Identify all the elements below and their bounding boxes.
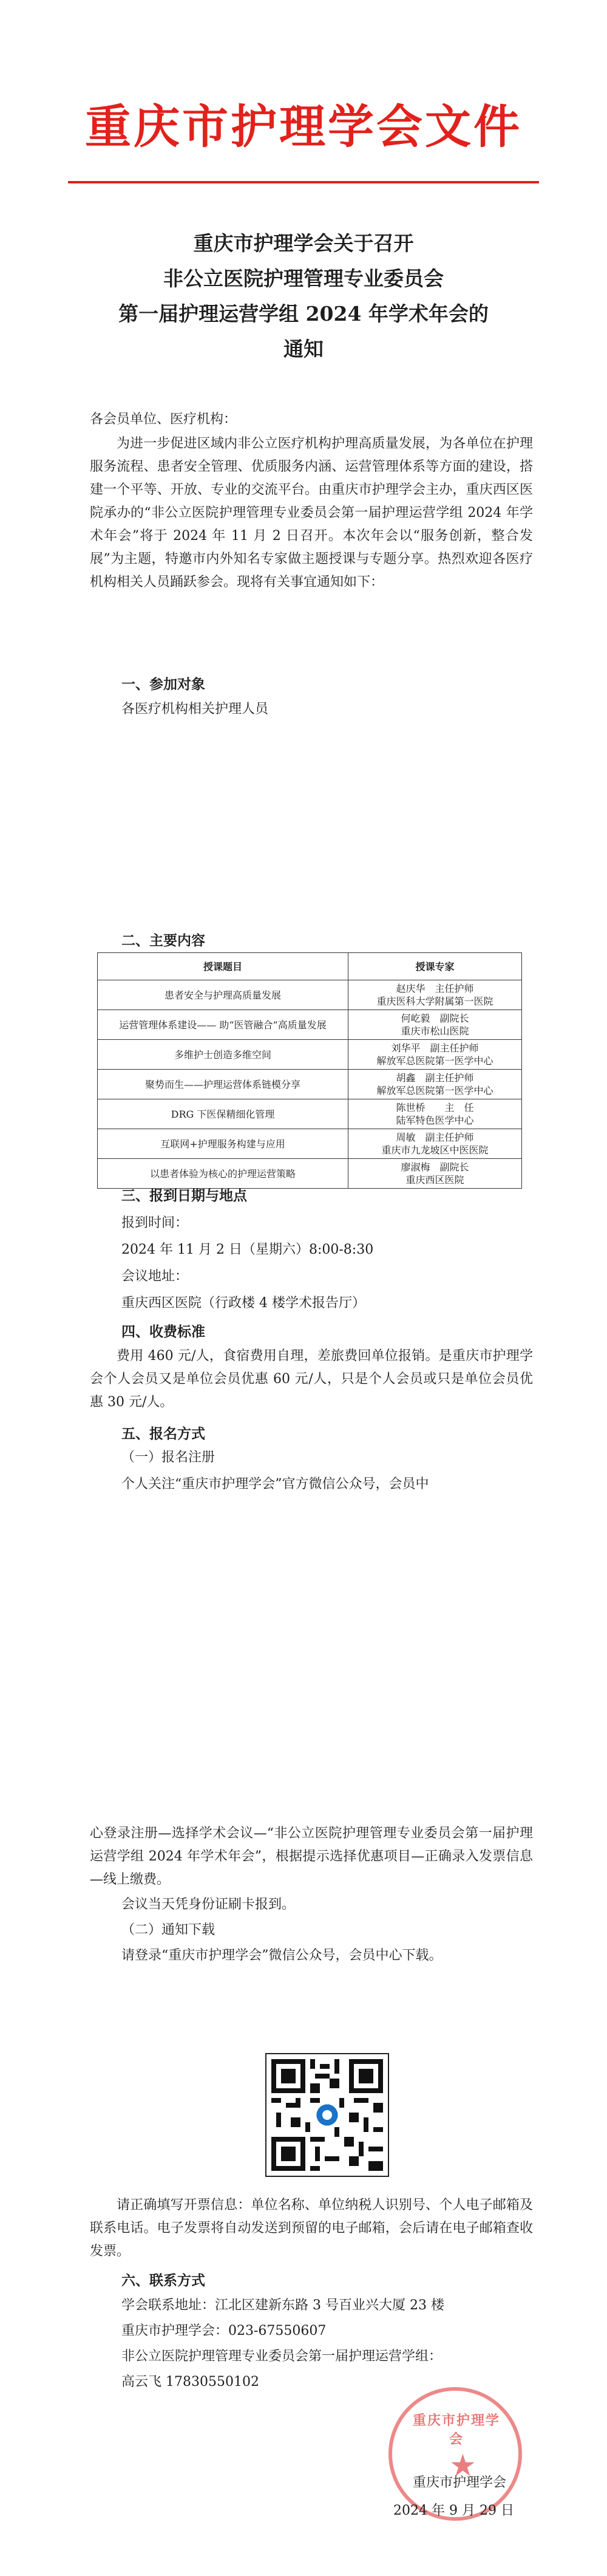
agenda-expert-cell bbox=[348, 1159, 522, 1189]
agenda-expert: 廖淑梅 副院长 bbox=[401, 1161, 469, 1173]
signup-sub1-text-b: 心登录注册—选择学术会议—“非公立医院护理管理专业委员会第一届护理运营学组 2024 年学术年会”，根据提示选择优惠项目—正确录入发票信息—线上缴费。 bbox=[90, 1826, 533, 1887]
title-line-2: 非公立医院护理管理专业委员会 bbox=[163, 267, 444, 290]
invoice-text: 请正确填写开票信息：单位名称、单位纳税人识别号、个人电子邮箱及联系电话。电子发票将自动发送到预留的电子邮箱，会后请在电子邮箱查收发票。 bbox=[90, 2198, 533, 2259]
contact-group: 非公立医院护理管理专业委员会第一届护理运营学组： bbox=[121, 2349, 443, 2364]
agenda-expert-org: 解放军总医院第一医学中心 bbox=[376, 1085, 493, 1096]
wechat-qr-code bbox=[265, 2053, 389, 2177]
salutation: 各会员单位、医疗机构： bbox=[90, 412, 237, 427]
intro-paragraph: 为进一步促进区域内非公立医疗机构护理高质量发展，为各单位在护理服务流程、患者安全管理、优质服务内涵、运营管理体系等方面的建设，搭建一个平等、开放、专业的交流平台。由重庆市护理学会主办，重庆西区医院承办的“非公立医院护理管理专业委员会第一届护理运营学组 2024 年学术年会”将于 2024 年 11 月 2 日召开。本次年会以“服务创新，整合发展”为主题，特邀市内外知名专家做主题授课与专题分享。热烈欢迎各医疗机构相关人员踊跃参会。现将有关事宜通知如下： bbox=[90, 436, 533, 590]
contact-phone: 重庆市护理学会：023-67550607 bbox=[121, 2323, 327, 2339]
agenda-topic: 以患者体验为核心的护理运营策略 bbox=[98, 1159, 348, 1189]
agenda-expert-org: 重庆市松山医院 bbox=[401, 1025, 469, 1037]
table-row bbox=[98, 1129, 522, 1159]
table-row bbox=[98, 1070, 522, 1099]
signature-date: 2024 年 9 月 29 日 bbox=[393, 2503, 514, 2518]
agenda-expert-org: 重庆西区医院 bbox=[405, 1174, 464, 1186]
notice-title bbox=[0, 226, 607, 367]
seal-text: 重庆市护理学会 bbox=[412, 2413, 500, 2447]
agenda-expert-cell bbox=[348, 1129, 522, 1159]
signup-sub1-text-a: 个人关注“重庆市护理学会”官方微信公众号，会员中 bbox=[121, 1477, 429, 1492]
agenda-header-row bbox=[98, 953, 522, 980]
agenda-expert-cell bbox=[348, 1099, 522, 1129]
table-row bbox=[98, 1040, 522, 1070]
agenda-expert-cell bbox=[348, 980, 522, 1010]
section-heading-registration: 三、报到日期与地点 bbox=[121, 1188, 247, 1204]
venue: 重庆西区医院（行政楼 4 楼学术报告厅） bbox=[121, 1296, 365, 1311]
agenda-expert-org: 陆军特色医学中心 bbox=[396, 1115, 474, 1126]
section-heading-participants: 一、参加对象 bbox=[121, 677, 205, 692]
agenda-topic: 多维护士创造多维空间 bbox=[98, 1040, 348, 1070]
signup-sub2: （二）通知下载 bbox=[121, 1922, 215, 1938]
checkin-time-label: 报到时间： bbox=[121, 1215, 189, 1231]
title-line-3: 第一届护理运营学组 2024 年学术年会的 bbox=[118, 302, 489, 326]
agenda-header-topic: 授课题目 bbox=[98, 953, 348, 980]
section-heading-content: 二、主要内容 bbox=[121, 933, 205, 949]
checkin-time: 2024 年 11 月 2 日（星期六）8:00-8:30 bbox=[121, 1242, 374, 1257]
signup-sub1: （一）报名注册 bbox=[121, 1450, 215, 1465]
title-line-1: 重庆市护理学会关于召开 bbox=[193, 231, 414, 255]
agenda-expert-cell bbox=[348, 1040, 522, 1070]
agenda-topic: 互联网+护理服务构建与应用 bbox=[98, 1129, 348, 1159]
contact-address: 学会联系地址：江北区建新东路 3 号百业兴大厦 23 楼 bbox=[121, 2298, 444, 2313]
table-row bbox=[98, 1099, 522, 1129]
checkin-note: 会议当天凭身份证刷卡报到。 bbox=[121, 1897, 296, 1912]
participants-text: 各医疗机构相关护理人员 bbox=[121, 702, 269, 717]
signature-org: 重庆市护理学会 bbox=[413, 2475, 507, 2490]
section-heading-signup: 五、报名方式 bbox=[121, 1426, 205, 1442]
section-heading-fees: 四、收费标准 bbox=[121, 1324, 205, 1340]
venue-label: 会议地址： bbox=[121, 1269, 189, 1284]
agenda-expert-org: 重庆医科大学附属第一医院 bbox=[376, 996, 493, 1007]
header-divider bbox=[68, 181, 539, 183]
agenda-expert: 刘华平 副主任护师 bbox=[391, 1042, 479, 1054]
contact-person: 高云飞 17830550102 bbox=[121, 2374, 259, 2390]
agenda-header-expert: 授课专家 bbox=[348, 953, 522, 980]
agenda-topic: 患者安全与护理高质量发展 bbox=[98, 980, 348, 1010]
agenda-topic: 聚势而生——护理运营体系链模分享 bbox=[98, 1070, 348, 1099]
signup-sub2-text: 请登录“重庆市护理学会”微信公众号，会员中心下载。 bbox=[121, 1948, 443, 1963]
agenda-topic: DRG 下医保精细化管理 bbox=[98, 1099, 348, 1129]
title-line-4: 通知 bbox=[283, 337, 324, 361]
agenda-table bbox=[97, 952, 522, 1189]
fees-text: 费用 460 元/人，食宿费用自理，差旅费回单位报销。是重庆市护理学会个人会员又是单位会员优惠 60 元/人，只是个人会员或只是单位会员优惠 30 元/人。 bbox=[90, 1348, 533, 1410]
agenda-expert: 何屹毅 副院长 bbox=[401, 1013, 469, 1024]
section-heading-contact: 六、联系方式 bbox=[121, 2273, 205, 2289]
seal-star-icon: ★ bbox=[449, 2448, 476, 2483]
agenda-expert-cell bbox=[348, 1070, 522, 1099]
agenda-expert-cell bbox=[348, 1010, 522, 1040]
agenda-topic: 运营管理体系建设—— 助“医管融合”高质量发展 bbox=[98, 1010, 348, 1040]
agenda-expert: 陈世桥 主 任 bbox=[396, 1102, 474, 1113]
table-row bbox=[98, 1010, 522, 1040]
agenda-expert: 赵庆华 主任护师 bbox=[396, 983, 474, 994]
table-row bbox=[98, 980, 522, 1010]
agenda-expert-org: 解放军总医院第一医学中心 bbox=[376, 1055, 493, 1067]
document-header: 重庆市护理学会文件 bbox=[85, 100, 522, 154]
agenda-expert: 胡鑫 副主任护师 bbox=[396, 1072, 474, 1084]
agenda-expert-org: 重庆市九龙坡区中医医院 bbox=[381, 1144, 489, 1156]
agenda-expert: 周敏 副主任护师 bbox=[396, 1132, 474, 1143]
